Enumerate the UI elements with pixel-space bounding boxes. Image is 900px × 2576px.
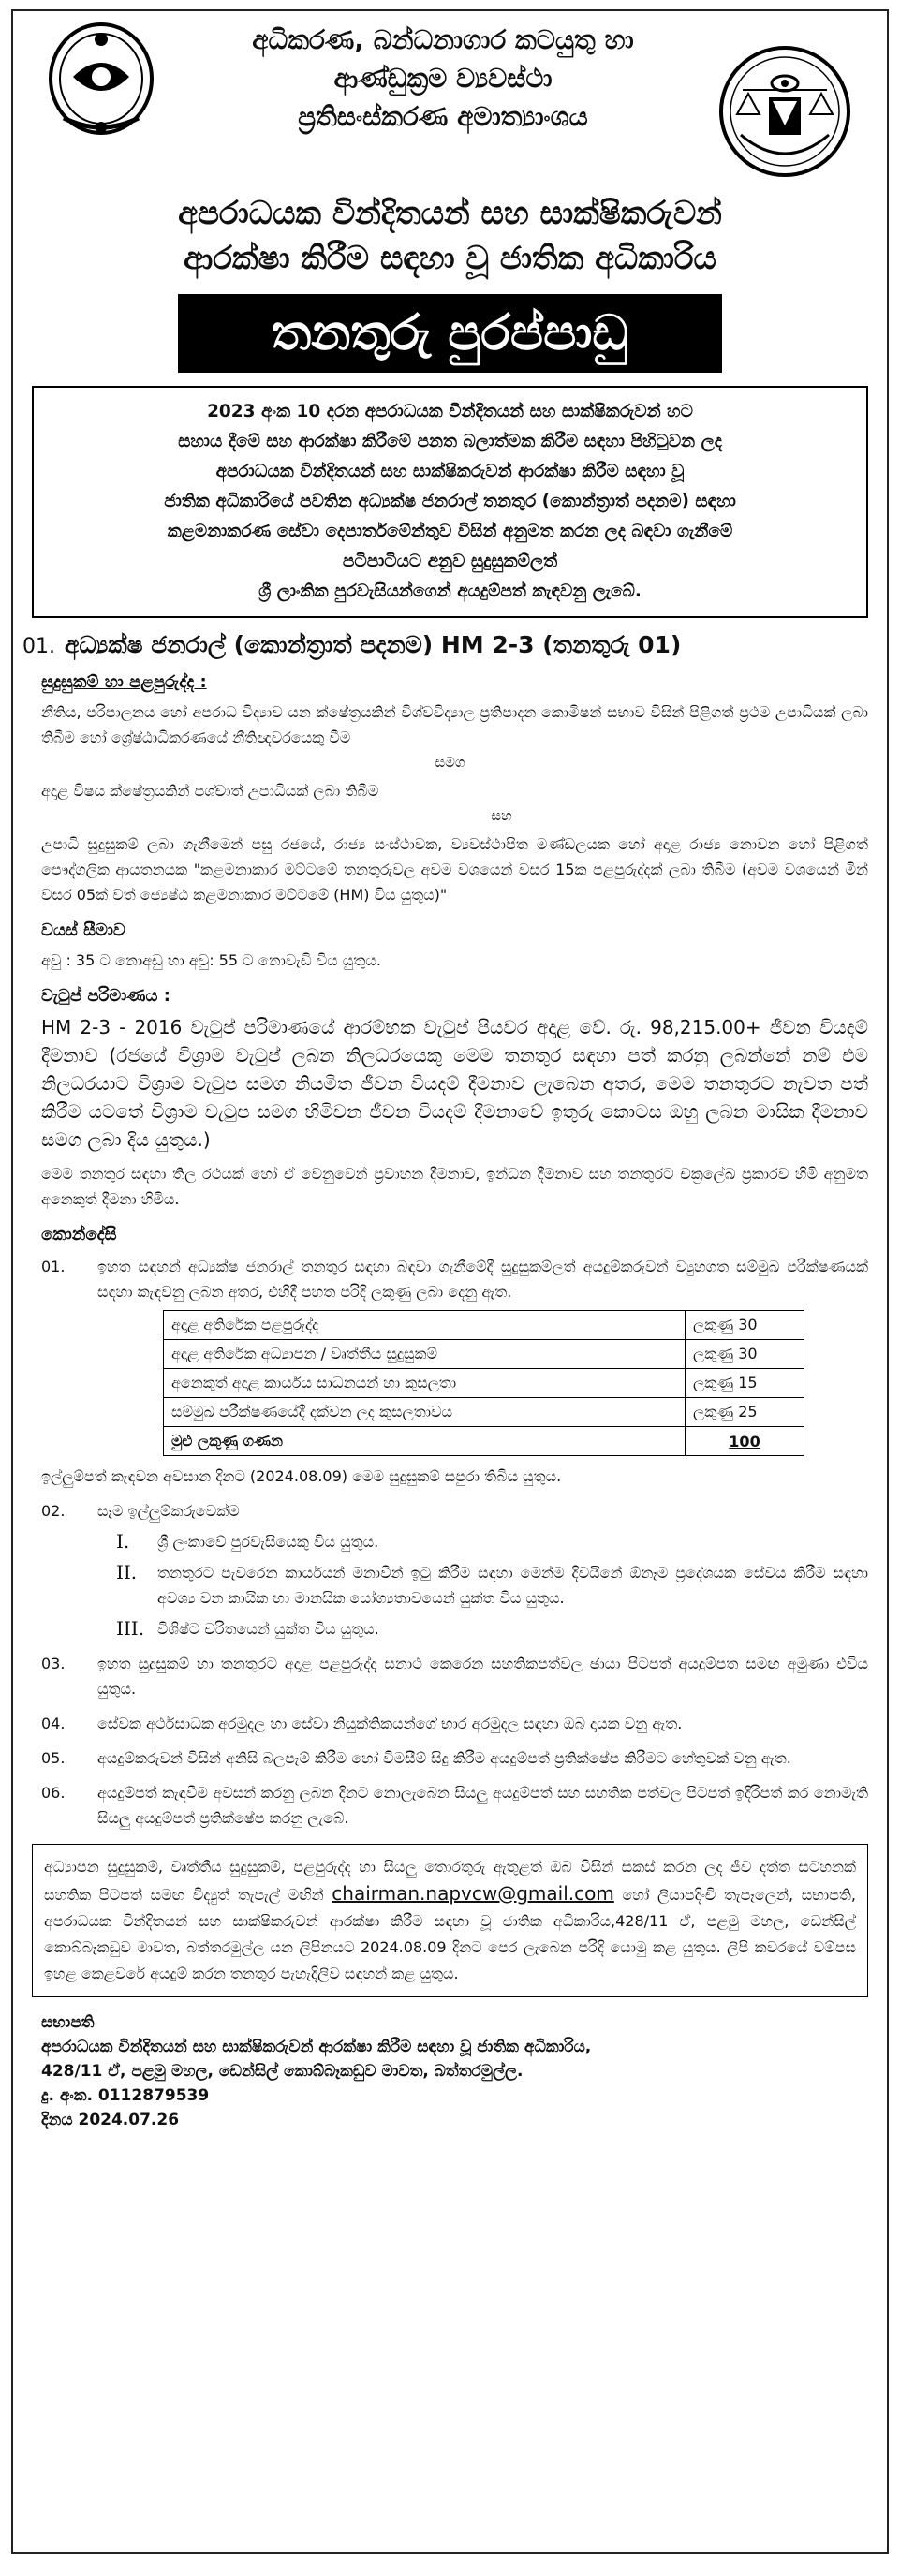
intro-line: කළමනාකරණ සේවා දෙපාර්තමේන්තුව විසින් අනුමත කරන ලද බඳවා ගැනීමේ [167,522,733,541]
condition-text: අයදුම්කරුවන් විසින් අනිසි බලපෑම් කිරීම හෝ විමසීම් සිදු කිරීම අයදුම්පත් ප්‍රතික්ෂේප කිරීමට හේතුවක් වනු ඇත. [97,1749,791,1767]
footer-line: අපරාධයක වින්දිතයන් සහ සාක්ෂිකරුවන් ආරක්ෂා කිරීම සඳහා වූ ජාතික අධිකාරිය, [41,2038,592,2056]
sub-condition-text: තනතුරට පැවරෙන කාර්යයන් මනාවින් ඉටු කිරීම සඳහා මෙන්ම දිවයිනේ ඕනෑම ප්‍රදේශයක සේවය කිරීම සඳහා අවශ්‍ය වන කායික හා මානසික යෝග්‍යතාවයෙන් යුක්ත විය යුතුය. [157,1564,868,1607]
sub-condition [116,1529,868,1554]
roman-number: II. [116,1561,138,1583]
roman-number: I. [116,1530,130,1553]
condition-text: සෑම ඉල්ලුම්කරුවෙක්ම [97,1502,240,1520]
condition-number: 05. [41,1749,66,1767]
age-heading: වයස් සීමාව [41,920,125,940]
qualification-degree: නීතිය, පරිපාලනය හෝ අපරාධ විද්‍යාව යන ක්ෂේත්‍රයකින් විශ්වවිද්‍යාල ප්‍රතිපාදන කොමිෂන් සභාව විසින් පිළිගත් ප්‍රථම උපාධියක් ලබා තිබීම හෝ ශ්‍රේෂ්ඨාධිකරණයේ නීතිඥවරයෙකු වීම [41,703,868,746]
table-row [164,1398,804,1427]
intro-box [32,386,868,618]
authority-line: අපරාධයක වින්දිතයන් සහ සාක්ෂිකරුවන් [178,195,722,232]
condition-text: අයදුම්පත් කැඳවීම අවසන් කරනු ලබන දිනට නොලැබෙන සියලු අයදුම්පත් සහ සහතික පත්වල පිටපත් ඉදිරිපත් කර නොමැති සියලු අයදුම්පත් ප්‍රතික්ෂේප කරනු ලැබේ. [97,1784,868,1827]
salary-text: HM 2-3 - 2016 වැටුප් පරිමාණයේ ආරම්භක වැටුප් පියවර අදාළ වේ. රු. 98,215.00+ ජීවන වියදම් දීමනාව (රජයේ විශ්‍රාම වැටුප් ලබන නිලධරයෙකු මෙම තනතුර සඳහා පත් කරනු ලබන්නේ නම් එම නිලධරයාට විශ්‍රාම වැටුප සමග නියමිත ජීවන වියදම් දීමනාව ලැබෙන අතර, මෙම තනතුරට නැවත පත් කිරීම යටතේ විශ්‍රාම වැටුප සමග හිමිවන ජීවන වියදම් දීමනාවේ ඉතුරු කොටස ඔහු ලබන මාසික දීමනාව සමග ලබා දිය යුතුය.) [41,1016,868,1151]
condition-text: ඉහත සඳහන් අධ්‍යක්ෂ ජනරාල් තනතුර සඳහා බඳවා ගැනීමේදී සුදුසුකම්ලත් අයදුම්කරුවන් ව්‍යුහගත සම්මුඛ පරීක්ෂණයක් සඳහා කැඳවනු ලබන අතර, එහිදී පහත පරිදි ලකුණු ලබා දෙනු ඇත. [97,1258,868,1301]
post-title [22,631,887,659]
ministry-line: ආණ්ඩුක්‍රම ව්‍යවස්ථා [333,63,553,94]
advertisement-page [11,9,889,2554]
condition-item [41,1780,868,1831]
marks-value: ලකුණු 15 [686,1369,804,1398]
sub-condition [116,1616,868,1641]
footer-line: සභාපති [41,2013,95,2032]
instructions-text: හෝ ලියාපදිංචි තැපෑලෙන්, සභාපති, අපරාධයක වින්දිතයන් සහ සාක්ෂිකරුවන් ආරක්ෂා කිරීම සඳහා වූ ජාතික අධිකාරිය,428/11 ඒ, පළමු මහල, ඩෙන්සිල් කොබ්බෑකඩුව මාවත, බත්තරමුල්ල යන ලිපිනයට 2024.08.09 දිනට පෙර ලැබෙන පරිදි යොමු කළ යුතුය. ලිපි කවරයේ වම්පස ඉහළ කෙළවරේ අයදුම් කරන තනතුර පැහැදිලිව සඳහන් කළ යුතුය. [44,1886,856,1982]
intro-line: 2023 අංක 10 දරන අපරාධයක වින්දිතයන් සහ සාක්ෂිකරුවන් හට [207,402,693,421]
signature-block [41,2010,887,2132]
marks-table [163,1310,804,1456]
ministry-line: අධිකරණ, බන්ධනාගාර කටයුතු හා [252,24,634,55]
sub-condition-text: විශිෂ්ට චරිතයෙන් යුක්ත විය යුතුය. [157,1620,379,1638]
marks-label: අදාළ අතිරේක අධ්‍යාපන / වෘත්තීය සුදුසුකම් [164,1340,686,1369]
post-title-text: අධ්‍යක්ෂ ජනරාල් (කොන්ත්‍රාත් පදනම) HM 2-3 (තනතුරු 01) [65,631,682,658]
intro-line: ජාතික අධිකාරියේ පවතින අධ්‍යක්ෂ ජනරාල් තනතුර (කොන්ත්‍රාත් පදනම) සඳහා [164,492,736,511]
marks-label: අනෙකුත් අදාළ කාර්යය සාධනයන් හා කුසලතා [164,1369,686,1398]
ministry-line: ප්‍රතිසංස්කරණ අමාත්‍යාංශය [298,101,588,132]
condition-number: 03. [41,1655,66,1672]
condition-number: 02. [41,1502,66,1520]
authority-line: ආරක්ෂා කිරීම සඳහා වූ ජාතික අධිකාරිය [184,240,716,277]
condition-text: ඉහත සුදුසුකම් හා තනතුරට අදාළ පළපුරුද්ද සනාථ කෙරෙන සහතිකපත්වල ඡායා පිටපත් අයදුම්පත සමඟ අමුණා එවිය යුතුය. [97,1655,868,1698]
joiner-and: සහ [491,807,512,824]
condition-item [41,1651,868,1701]
authority-logo-icon [715,41,855,182]
sub-condition [116,1560,868,1611]
email-link[interactable]: chairman.napvcw@gmail.com [332,1882,614,1905]
intro-line: පටිපාටියට අනුව සුදුසුකම්ලත් [342,552,558,571]
intro-line: අපරාධයක වින්දිතයන් සහ සාක්ෂිකරුවන් ආරක්ෂා කිරීම සඳහා වූ [215,462,685,481]
condition-text: සේවක අර්ථසාධක අරමුදල හා සේවා නියුක්තිකයන්ගේ භාර අරමුදල සඳහා ඔබ දායක වනු ඇත. [97,1715,683,1732]
table-row-total [164,1427,804,1456]
marks-label: අදාළ අතිරේක පළපුරුද්ද [164,1311,686,1340]
salary-heading: වැටුප් පරිමාණය : [41,986,170,1006]
intro-line: ශ්‍රී ලාංකික පුරවැසියන්ගෙන් අයදුම්පත් කැඳවනු ලැබේ. [258,581,642,601]
joiner-with: සමග [435,754,465,771]
condition-number: 06. [41,1784,66,1802]
condition-number: 01. [41,1258,66,1275]
post-number: 01. [22,635,55,658]
table-row [164,1369,804,1398]
table-row [164,1311,804,1340]
marks-label: සම්මුඛ පරීක්ෂණයේදී දක්වන ලද කුසලතාවය [164,1398,686,1427]
deadline-note: ඉල්ලුම්පත් කැඳවන අවසාන දිනට (2024.08.09) මෙම සුදුසුකම් සපුරා තිබිය යුතුය. [41,1467,562,1485]
qualification-experience: උපාධි සුදුසුකම් ලබා ගැනීමෙන් පසු රජයේ, රාජ්‍ය සංස්ථාවක, ව්‍යවස්ථාපිත මණ්ඩලයක හෝ අදාළ රාජ්‍ය නොවන හෝ පිළිගත් පෞද්ගලික ආයතනයක "කළමනාකාර මට්ටමේ තනතුරුවල අවම වශයෙන් වසර 15ක පළපුරුද්දක් ලබා තිබීම (අවම වශයෙන් මින් වසර 05ක් වත් ජ්‍යෙෂ්ඨ කළමනාකාර මට්ටමේ (HM) විය යුතුය)" [41,835,868,904]
condition-number: 04. [41,1715,66,1732]
intro-line: සහාය දීමේ සහ ආරක්ෂා කිරීමේ පනත බලාත්මක කිරීම සඳහා පිහිටුවන ලද [178,432,722,451]
sri-lanka-emblem-icon [45,21,157,142]
footer-date: දිනය 2024.07.26 [41,2111,180,2129]
condition-item [41,1498,868,1524]
sub-condition-text: ශ්‍රී ලංකාවේ පුරවැසියෙකු විය යුතුය. [157,1533,379,1551]
ministry-name [177,21,709,136]
table-row [164,1340,804,1369]
footer-line: දු. අංක. 0112879539 [41,2086,210,2105]
qualifications-heading: සුදුසුකම් හා පළපුරුද්ද : [41,672,207,692]
roman-number: III. [116,1617,145,1640]
salary-note: මෙම තනතුර සඳහා තිල රථයක් හෝ ඒ වෙනුවෙන් ප්‍රවාහන දීමනාව, ඉන්ධන දීමනාව සහ තනතුරට චක්‍රලේඛ ප්‍රකාරව හිමි අනුමත අනෙකුත් දීමනා හිමිය. [41,1165,868,1208]
marks-value: ලකුණු 30 [686,1340,804,1369]
condition-item [41,1711,868,1736]
application-instructions [32,1844,868,1997]
condition-item [41,1254,868,1304]
vacancies-banner: තනතුරු පුරප්පාඩු [178,294,722,373]
condition-item [41,1745,868,1771]
instructions-text: අධ්‍යාපන සුදුසුකම්, වෘත්තීය සුදුසුකම්, පළපුරුද්ද හා සියලු තොරතුරු ඇතුළත් ඔබ විසින් සකස් කරන ලද ජීව දත්ත සටහනක් සහතික පිටපත් සමඟ විද්‍යුත් තැපැල් මඟින් [44,1858,856,1904]
conditions-heading: කොන්දේසි [41,1225,117,1244]
authority-name [13,191,887,281]
header [13,11,887,187]
total-label: මුළු ලකුණු ගණන [164,1427,686,1456]
footer-line: 428/11 ඒ, පළමු මහල, ඩෙන්සිල් කොබ්බෑකඩුව මාවත, බත්තරමුල්ල. [41,2062,524,2081]
marks-value: ලකුණු 30 [686,1311,804,1340]
marks-value: ලකුණු 25 [686,1398,804,1427]
age-text: අවු : 35 ට නොඅඩු හා අවු: 55 ට නොවැඩි විය යුතුය. [41,951,381,969]
total-value: 100 [686,1427,804,1456]
qualification-postgrad: අදාළ විෂය ක්ෂේත්‍රයකින් පශ්චාත් උපාධියක් ලබා තිබීම [41,782,379,800]
